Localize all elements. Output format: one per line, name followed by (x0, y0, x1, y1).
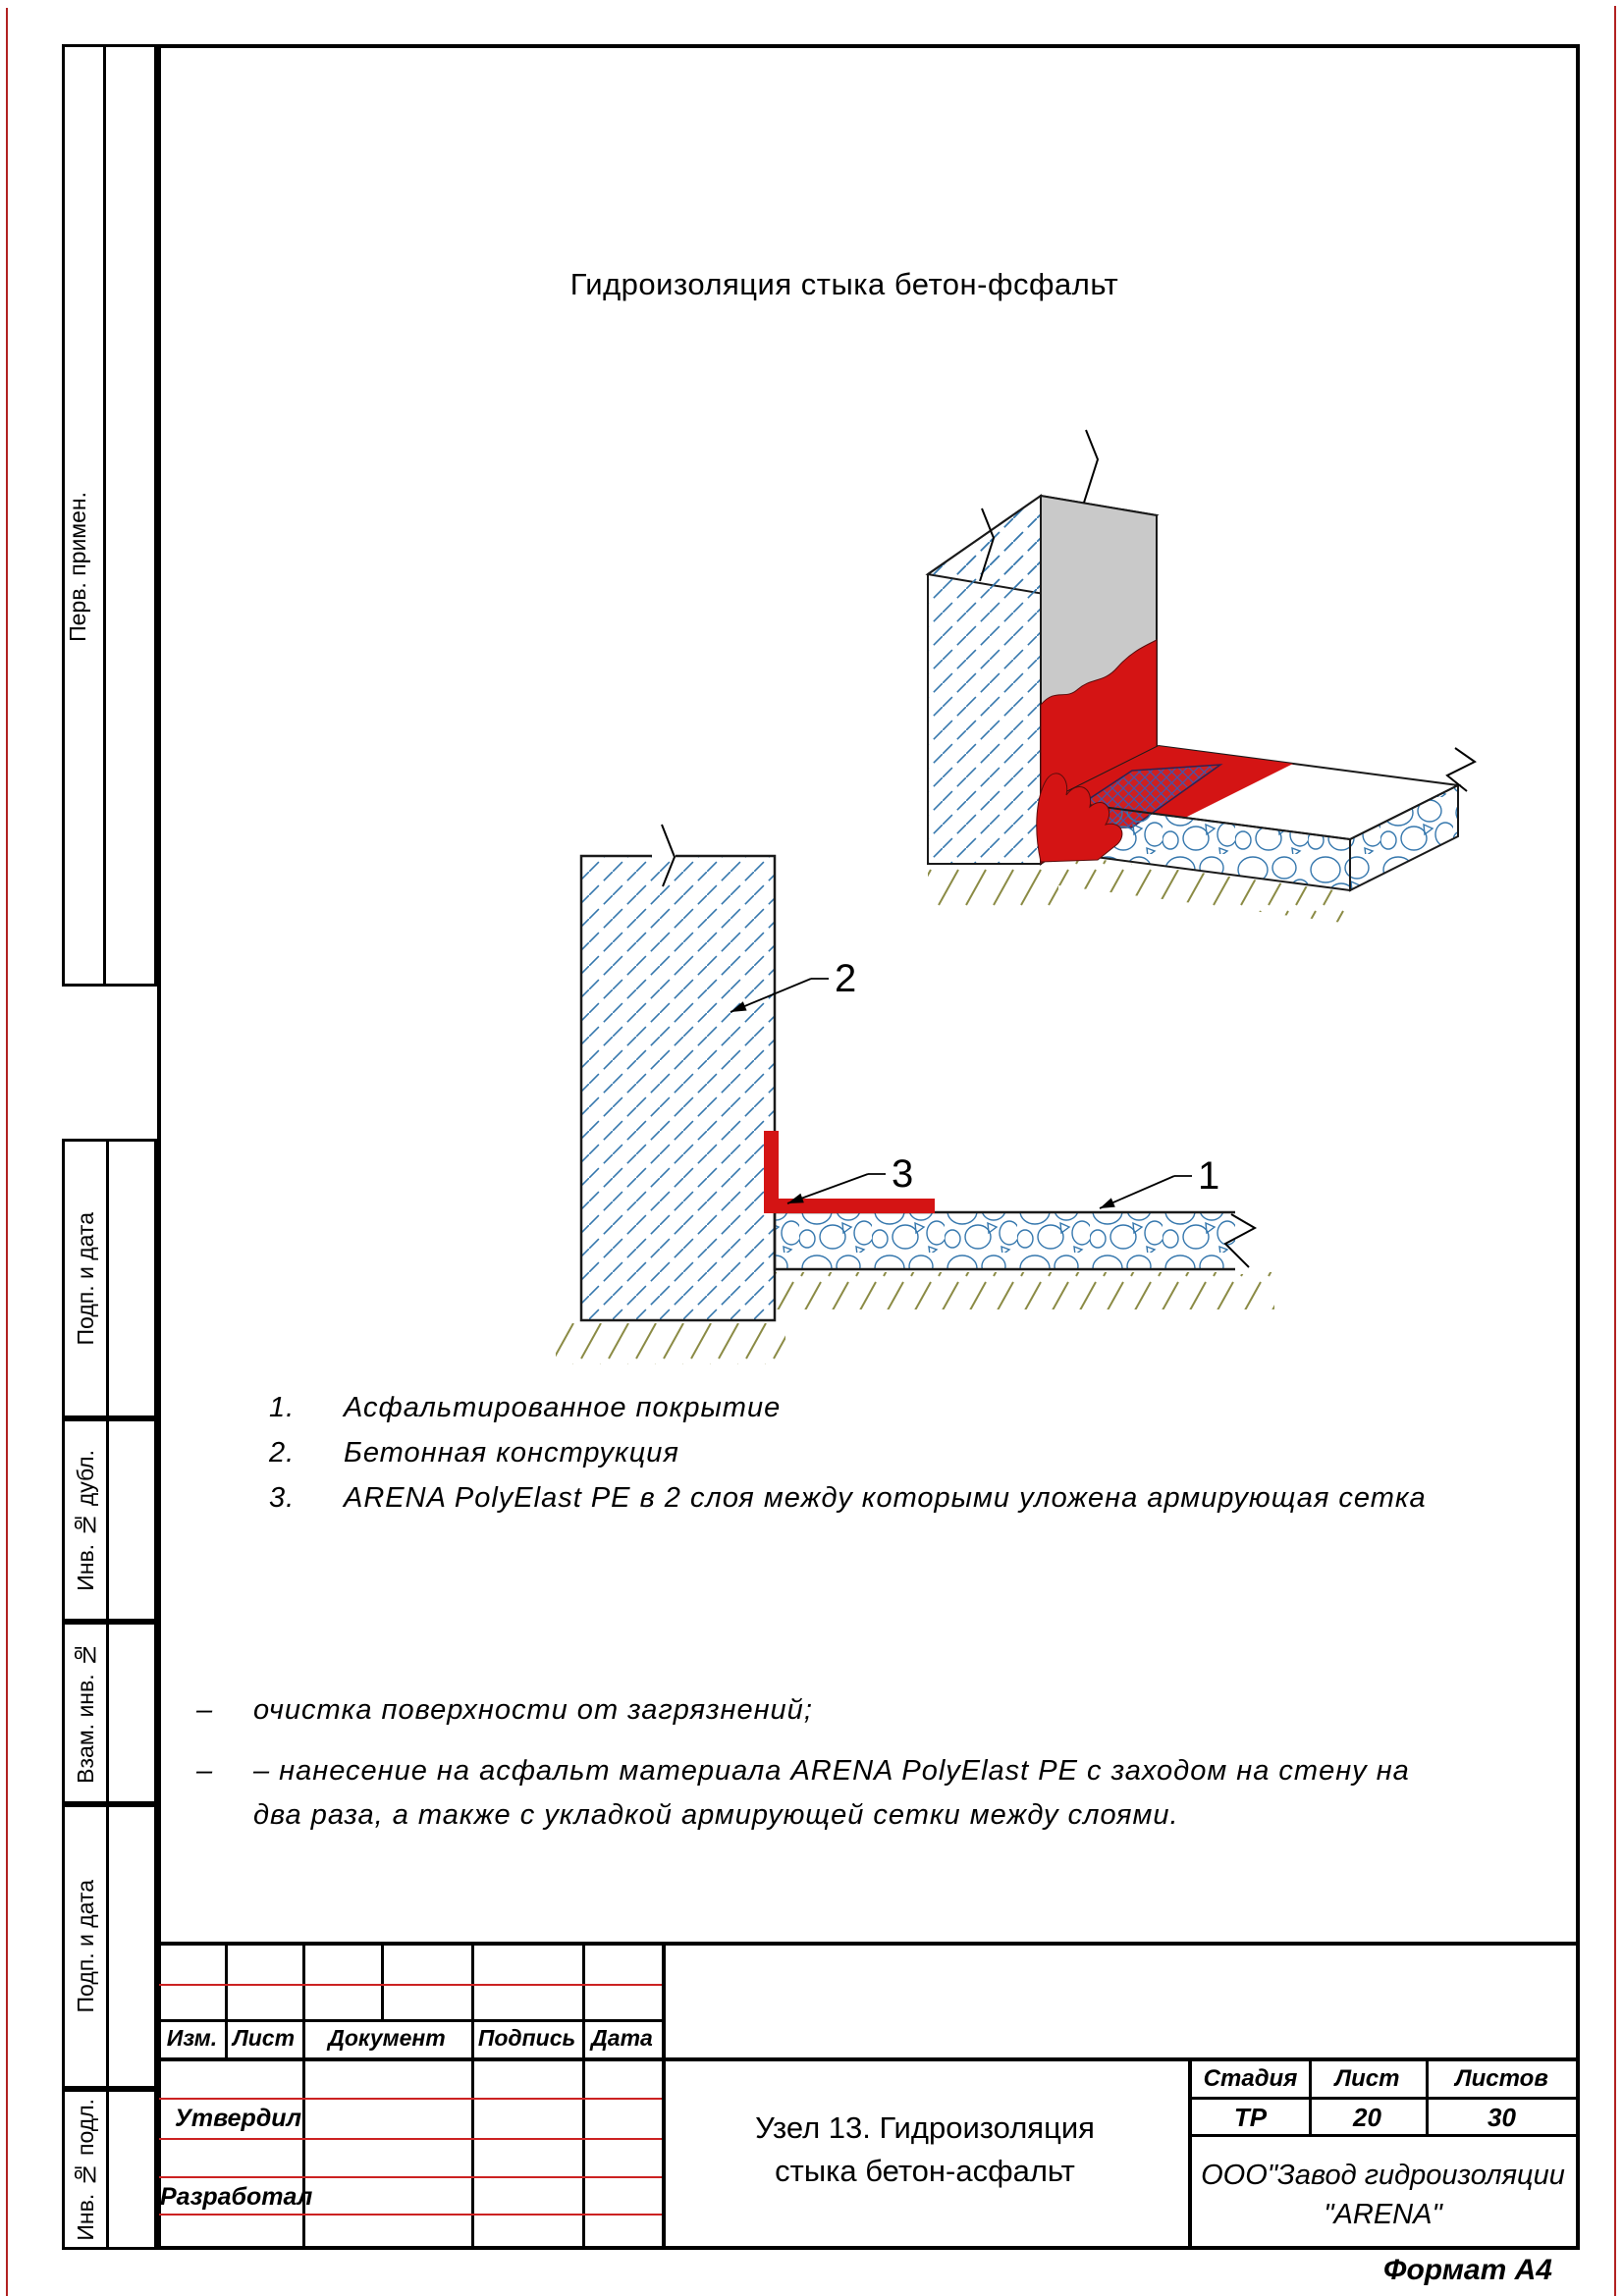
section-view (540, 805, 1306, 1414)
sheets-label: Листов (1455, 2065, 1548, 2092)
sidebar-label-cell (65, 1421, 109, 1619)
sidebar-empty-cell (109, 1807, 154, 2086)
sidebar-empty-cell (106, 47, 154, 984)
guide-line (159, 2176, 662, 2178)
sidebar-label-cell (65, 1625, 109, 1801)
revision-col-list: Лист (232, 2025, 296, 2051)
legend-item-text: Бетонная конструкция (344, 1437, 679, 1468)
sidebar-label-cell (65, 1807, 109, 2086)
revision-col-doc: Документ (328, 2025, 446, 2051)
legend-item (269, 1482, 1427, 1515)
legend-item-text: ARENA PolyElast PE в 2 слоя между которыми уложена армирующая сетка (344, 1482, 1427, 1514)
sheets-value: 30 (1488, 2103, 1516, 2132)
stage-value: ТР (1233, 2103, 1268, 2132)
stage-label: Стадия (1203, 2065, 1298, 2092)
company-name (1192, 2156, 1574, 2234)
guide-line (159, 2138, 662, 2140)
sidebar-box-perv-primen (62, 44, 157, 987)
legend-item-text: Асфальтированное покрытие (344, 1392, 782, 1423)
sidebar-item-label: Подп. и дата (72, 1211, 98, 1346)
callout-asphalt (1100, 1154, 1219, 1208)
sidebar-box-vzam-inv (62, 1622, 157, 1804)
section-ground-under-slab (775, 1272, 1274, 1309)
company-name-line2: "ARENA" (1324, 2199, 1442, 2230)
title-block-line (662, 1946, 666, 2250)
sidebar-empty-cell (109, 2092, 154, 2247)
legend-item-number: 2. (269, 1437, 296, 1468)
title-block-line (1188, 2134, 1578, 2137)
revision-col-date: Дата (591, 2025, 653, 2051)
callout-membrane (787, 1152, 913, 1203)
note-text: очистка поверхности от загрязнений; (253, 1694, 813, 1726)
title-block-line (159, 2019, 662, 2022)
section-ground-under-wall (556, 1323, 785, 1364)
sidebar-box-podp-data-1 (62, 1139, 157, 1418)
sidebar-item-label: Взам. инв. № (72, 1642, 98, 1784)
sidebar-empty-cell (109, 1625, 154, 1801)
break-mark (1084, 430, 1098, 503)
sidebar-label-cell (65, 47, 106, 984)
sidebar-box-podp-data-2 (62, 1804, 157, 2089)
note-bullet: – (196, 1755, 213, 1787)
sidebar-label-cell (65, 1142, 109, 1415)
right-edge-guide-line (1614, 6, 1616, 2296)
revision-col-sign: Подпись (477, 2025, 576, 2051)
sidebar-empty-cell (109, 1421, 154, 1619)
sheet-value: 20 (1353, 2103, 1381, 2132)
sheet-label: Лист (1334, 2065, 1400, 2092)
page-title: Гидроизоляция стыка бетон-фсфальт (569, 267, 1119, 301)
section-wall (581, 856, 775, 1320)
document-title-line1: Узел 13. Гидроизоляция (755, 2110, 1095, 2145)
document-title (662, 2107, 1188, 2193)
legend-item (269, 1437, 679, 1469)
guide-line (159, 2098, 662, 2100)
revision-col-izm: Изм. (166, 2025, 218, 2051)
title-block-line (157, 2057, 1580, 2061)
guide-line (159, 2214, 662, 2216)
guide-line (159, 1984, 662, 1986)
callout-label: 3 (892, 1152, 914, 1196)
legend-item-number: 1. (269, 1392, 296, 1423)
note-text: – нанесение на асфальт материала ARENA PolyElast PE с заходом на стену на (253, 1755, 1410, 1787)
title-block-top-line (157, 1942, 1580, 1946)
legend-item (269, 1392, 781, 1424)
company-name-line1: ООО"Завод гидроизоляции (1201, 2160, 1565, 2191)
document-title-line2: стыка бетон-асфальт (775, 2154, 1075, 2188)
title-block-line (1188, 2097, 1578, 2100)
legend-item-number: 3. (269, 1482, 296, 1514)
title-block-line (381, 1946, 384, 2019)
role-approved: Утвердил (175, 2105, 302, 2132)
left-edge-guide-line (6, 8, 8, 2296)
callout-label: 2 (835, 957, 857, 1000)
sidebar-empty-cell (109, 1142, 154, 1415)
note-bullet: – (196, 1694, 213, 1726)
sidebar-item-label: Перв. примен. (65, 492, 90, 642)
note-text: два раза, а также с укладкой армирующей сетки между слоями. (253, 1799, 1179, 1831)
sidebar-item-label: Инв. № подл. (72, 2098, 98, 2241)
role-developed: Разработал (160, 2183, 313, 2211)
section-membrane-horizontal (764, 1199, 935, 1213)
format-label: Формат А4 (1383, 2254, 1552, 2286)
sidebar-item-label: Подп. и дата (72, 1880, 98, 2013)
section-slab (775, 1212, 1244, 1269)
sidebar-label-cell (65, 2092, 109, 2247)
callout-label: 1 (1198, 1154, 1220, 1198)
sidebar-box-inv-dubl (62, 1418, 157, 1622)
sidebar-box-inv-podl (62, 2089, 157, 2250)
sidebar-item-label: Инв. № дубл. (72, 1449, 98, 1591)
